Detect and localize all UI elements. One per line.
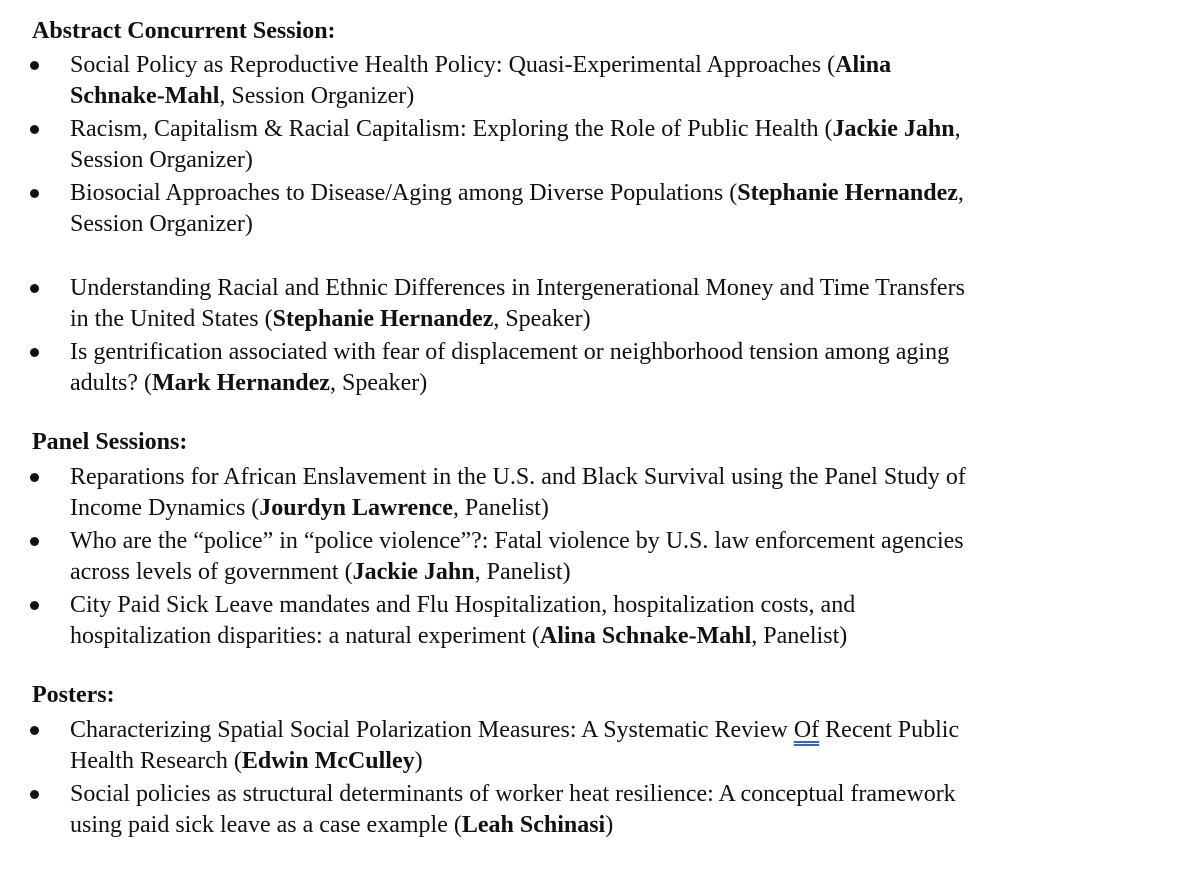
author-name: Mark Hernandez [151, 370, 330, 396]
bullet-icon [30, 473, 39, 482]
list-item-line-1: Understanding Racial and Ethnic Differences in Intergenerational Money and Time Transfers [70, 275, 965, 301]
list-item-line-2: across levels of government (Jackie Jahn, Panelist) [70, 559, 571, 585]
list-item-line-1: Reparations for African Enslavement in the U.S. and Black Survival using the Panel Study of [70, 464, 966, 490]
bullet-icon [30, 537, 39, 546]
bullet-icon [30, 125, 39, 134]
author-name: Alina [835, 52, 892, 78]
list-item-line-2: using paid sick leave as a case example (Leah Schinasi) [70, 812, 614, 838]
bullet-icon [30, 284, 39, 293]
list-item-line-1: Who are the “police” in “police violence”?: Fatal violence by U.S. law enforcement agencies [70, 528, 964, 554]
list-item-line-1: Biosocial Approaches to Disease/Aging among Diverse Populations (Stephanie Hernandez, [70, 180, 964, 206]
author-name: Stephanie Hernandez [737, 180, 958, 206]
list-item-line-1: Characterizing Spatial Social Polarization Measures: A Systematic Review Of Recent Public [70, 717, 960, 743]
author-name: Alina Schnake-Mahl [539, 623, 752, 649]
section-heading-posters: Posters: [32, 682, 115, 708]
list-item-line-1: Is gentrification associated with fear of displacement or neighborhood tension among aging [70, 339, 950, 365]
list-item-line-2: Income Dynamics (Jourdyn Lawrence, Panelist) [70, 495, 549, 521]
list-item-line-1: City Paid Sick Leave mandates and Flu Hospitalization, hospitalization costs, and [70, 592, 856, 618]
author-name: Jourdyn Lawrence [259, 495, 453, 521]
spellcheck-marked-word[interactable]: Of [793, 717, 820, 743]
bullet-icon [30, 601, 39, 610]
list-item-line-2: Schnake-Mahl, Session Organizer) [70, 83, 415, 109]
list-item-line-1: Social Policy as Reproductive Health Policy: Quasi-Experimental Approaches (Alina [70, 52, 892, 78]
bullet-icon [30, 790, 39, 799]
author-name: Edwin McCulley [241, 748, 415, 774]
list-item-line-1: Social policies as structural determinants of worker heat resilience: A conceptual framework [70, 781, 956, 807]
bullet-icon [30, 726, 39, 735]
section-heading-panel-sessions: Panel Sessions: [32, 429, 188, 455]
list-item-line-2: hospitalization disparities: a natural experiment (Alina Schnake-Mahl, Panelist) [70, 623, 848, 649]
bullet-icon [30, 348, 39, 357]
author-name: Jackie Jahn [352, 559, 475, 585]
list-item-line-2: in the United States (Stephanie Hernandez, Speaker) [70, 306, 591, 332]
author-name: Stephanie Hernandez [272, 306, 494, 332]
list-item-line-2: Session Organizer) [70, 211, 253, 237]
list-item-line-2: Health Research (Edwin McCulley) [70, 748, 423, 774]
bullet-icon [30, 61, 39, 70]
bullet-icon [30, 189, 39, 198]
author-name: Schnake-Mahl [70, 83, 220, 109]
list-item-line-1: Racism, Capitalism & Racial Capitalism: Exploring the Role of Public Health (Jackie Jahn, [70, 116, 961, 142]
list-item-line-2: adults? (Mark Hernandez, Speaker) [70, 370, 428, 396]
section-heading-abstract-concurrent-session: Abstract Concurrent Session: [32, 18, 336, 44]
author-name: Jackie Jahn [832, 116, 955, 142]
author-name: Leah Schinasi [461, 812, 606, 838]
list-item-line-2: Session Organizer) [70, 147, 253, 173]
